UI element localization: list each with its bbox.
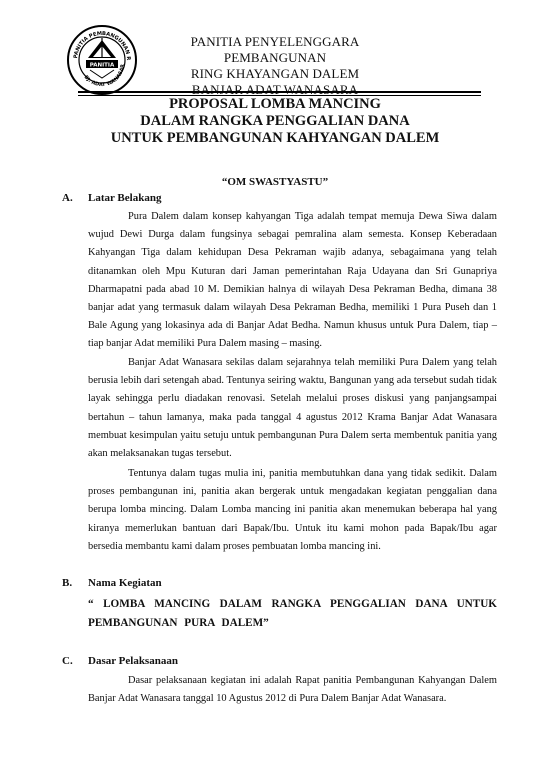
- section-a-paragraph-2: Banjar Adat Wanasara sekilas dalam sejarahnya telah memiliki Pura Dalem yang telah berusia lebih dari setengah abad. Tentunya seiring waktu, Bangunan yang ada tersebut sudah tidak layak sehingga perlu diadakan renovasi. Setelah melalui proses diskusi yang panjangsampai bertahun – tahun lamanya, maka pada tanggal 4 agustus 2012 Krama Banjar Adat Wanasara membuat kesimpulan yaitu setuju untuk pembangunan Pura Dalem serta membentuk panitia yang akan melaksanakan tugas tersebut.: [88, 357, 497, 460]
- section-c-paragraph-1: Dasar pelaksanaan kegiatan ini adalah Rapat panitia Pembangunan Kahyangan Dalem Banjar Adat Wanasara tanggal 10 Agustus 2012 di Pura Dalem Banjar Adat Wanasara.: [88, 675, 497, 705]
- greeting: “OM SWASTYASTU”: [221, 176, 329, 188]
- section-b-letter: B.: [62, 577, 73, 589]
- svg-text:PANITIA: PANITIA: [89, 62, 115, 69]
- title-line-3: UNTUK PEMBANGUNAN KAHYANGAN DALEM: [110, 130, 440, 146]
- svg-text:PANITIA PEMBANGUNAN RING KHAYA: PANITIA PEMBANGUNAN R: [73, 30, 132, 61]
- section-c-heading: [62, 655, 178, 667]
- section-a-letter: A.: [62, 192, 73, 204]
- section-a-paragraph-1: Pura Dalem dalam konsep kahyangan Tiga adalah tempat memuja Dewa Siwa dalam wujud Dewi Durga dalam fungsinya sebagai pemralina alam semesta. Konsep Keberadaan Kahyangan Tiga dalam kehidupan Desa Pekraman wajib adanya, sebagaimana yang telah ditanamkan oleh Mpu Kuturan dari Jaman pemerintahan Raja Udayana dan Sri Gunapriya Dharmapatni pada abad 10 M. Demikian halnya di wilayah Desa Pekraman Bedha, dimana 38 banjar adat yang termasuk dalam wilayah Desa Pekraman Bedha, memiliki 1 Pura Puseh dan 1 Bale Agung yang lokasinya ada di Banjar Adat Bedha. Namun khusus untuk Pura Dalem, tiap – tiap banjar Adat memiliki Pura Dalem masing – masing.: [88, 211, 497, 350]
- letterhead-line-2: RING KHAYANGAN DALEM: [190, 66, 360, 81]
- letterhead-line-3: BANJAR ADAT WANASARA: [191, 82, 359, 97]
- activity-name: “ LOMBA MANCING DALAM RANGKA PENGGALIAN DANA UNTUK PEMBANGUNAN PURA DALEM”: [88, 598, 497, 629]
- section-c-letter: C.: [62, 655, 73, 667]
- title-line-1: PROPOSAL LOMBA MANCING: [169, 96, 381, 112]
- letterhead-line-1: PANITIA PENYELENGGARA PEMBANGUNAN: [190, 34, 360, 65]
- section-b-title: Nama Kegiatan: [88, 577, 162, 589]
- section-a-title: Latar Belakang: [88, 192, 162, 204]
- section-c-title: Dasar Pelaksanaan: [88, 655, 178, 667]
- section-b-heading: [62, 577, 162, 589]
- title-line-2: DALAM RANGKA PENGGALIAN DANA: [140, 113, 410, 129]
- section-a-paragraph-3: Tentunya dalam tugas mulia ini, panitia membutuhkan dana yang tidak sedikit. Dalam proses pembangunan ini, panitia akan bergerak untuk mengadakan kegiatan penggalian dana berupa lomba mincing. Dalam Lomba mancing ini panitia akan menemukan beberapa hal yang kiranya memerlukan bantuan dari Bapak/Ibu. Untuk itu kami mohon pada Bapak/Ibu agar bersedia membantu kami dalam proses pembuatan lomba mancing ini.: [88, 468, 497, 552]
- organization-logo: [66, 24, 138, 96]
- letterhead: [140, 34, 410, 98]
- section-a-heading: [62, 192, 161, 204]
- document-title: [60, 96, 490, 147]
- svg-text:BJ. ADAT WANASARA: BJ. ADAT WANASAR: [82, 63, 127, 89]
- header-divider-thick: [78, 91, 481, 93]
